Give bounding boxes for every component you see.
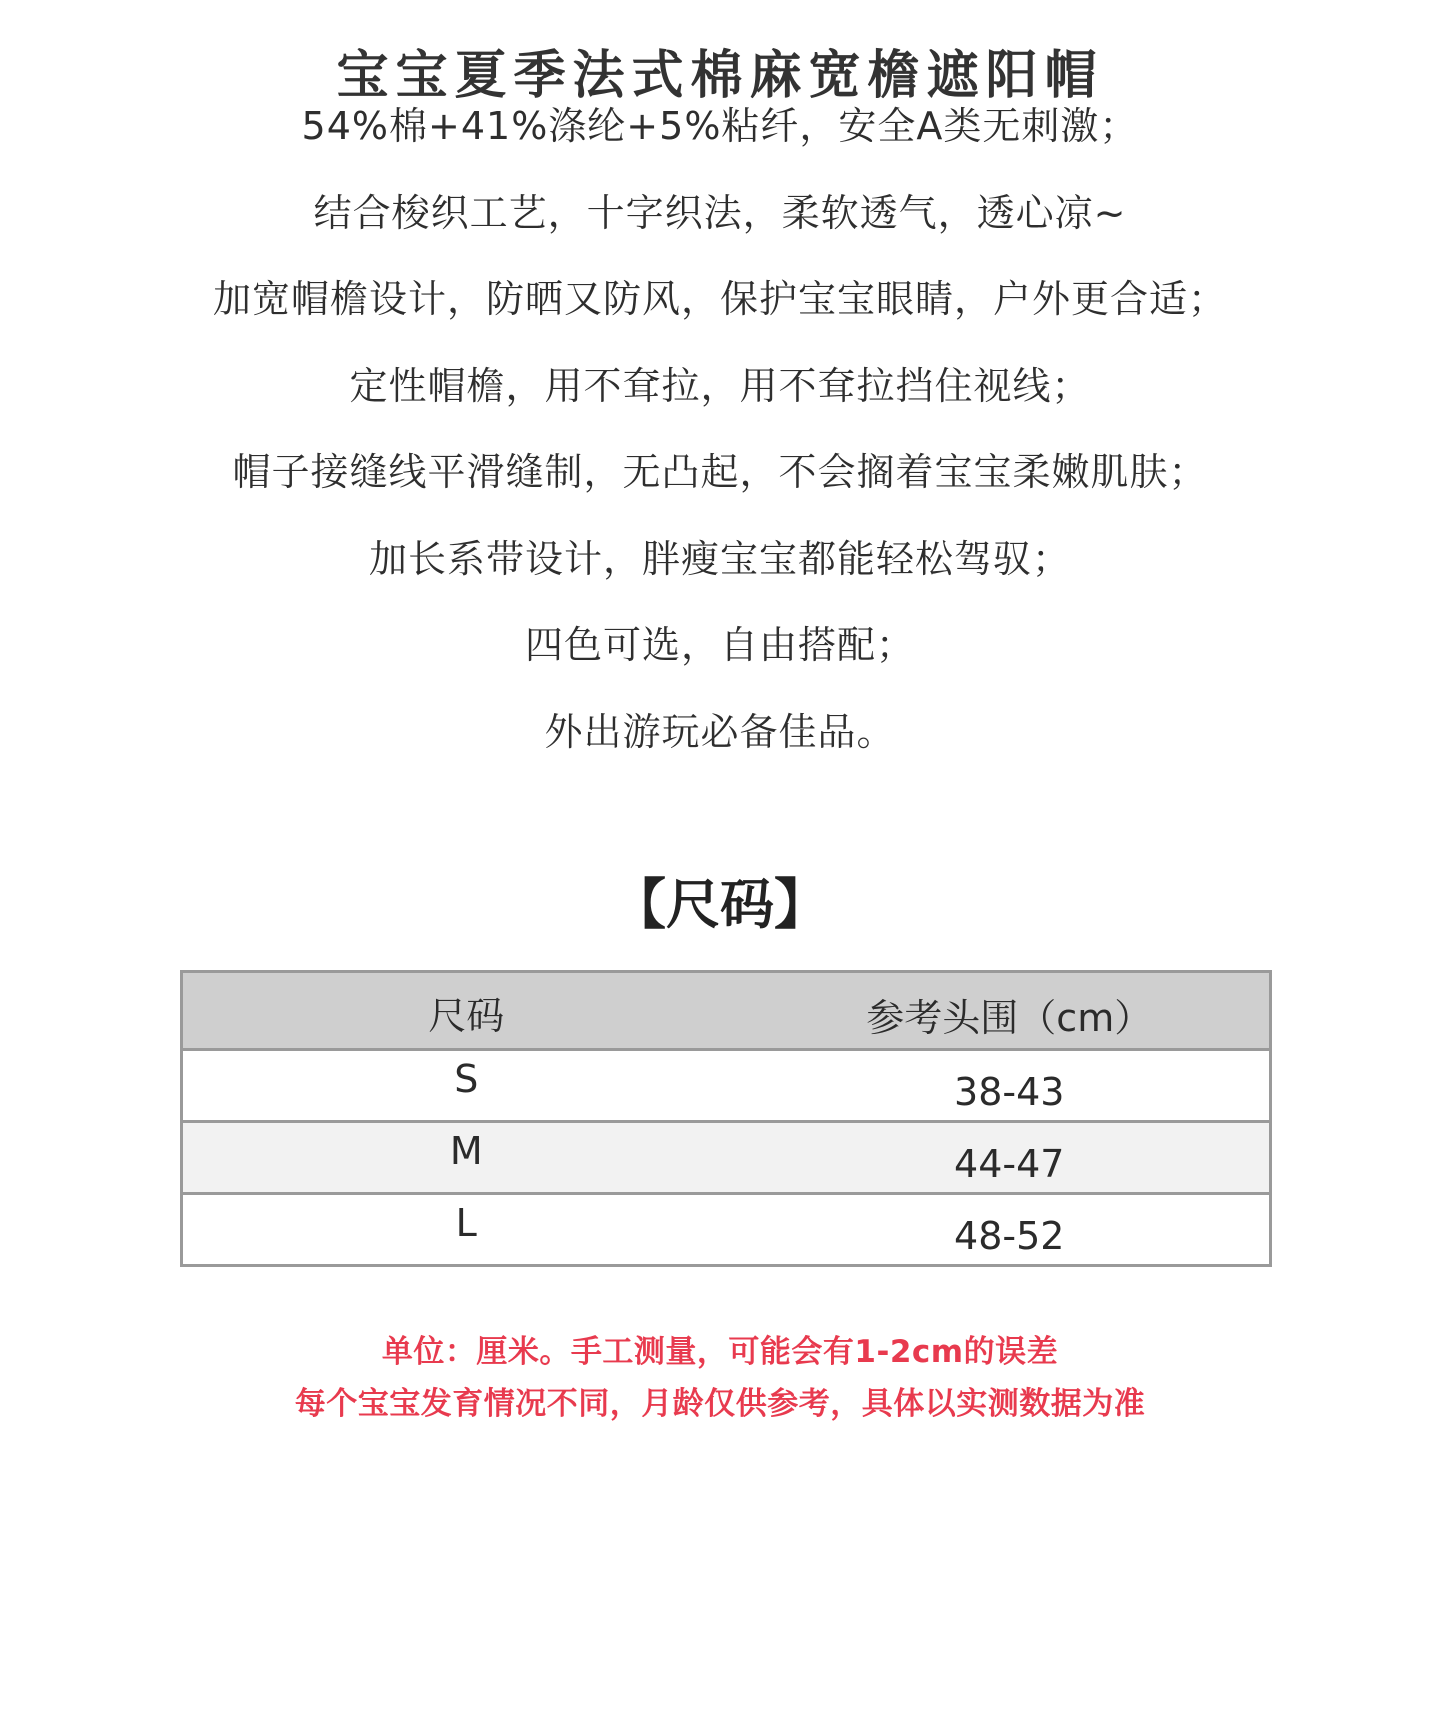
table-header-row [182,972,1271,1050]
size-section-heading: 【尺码】 [612,873,828,936]
head-circumference-cell: 38-43 [750,1050,1271,1122]
feature-item: 四色可选，自由搭配； [524,623,915,667]
feature-item: 结合梭织工艺，十字织法，柔软透气，透心凉~ [313,190,1127,235]
feature-item: 定性帽檐，用不耷拉，用不耷拉挡住视线； [349,363,1091,408]
size-cell: S [182,1050,750,1122]
feature-item: 加宽帽檐设计，防晒又防风，保护宝宝眼睛，户外更合适； [212,277,1227,321]
size-cell: M [182,1122,750,1194]
feature-list [0,100,1440,792]
table-row [182,1194,1271,1266]
product-title: 宝宝夏季法式棉麻宽檐遮阳帽 [336,45,1104,106]
table-row [182,1050,1271,1122]
feature-item: 外出游玩必备佳品。 [544,709,896,754]
note-unit-error: 单位：厘米。手工测量，可能会有1-2cm的误差 [381,1334,1059,1370]
size-cell: L [182,1194,750,1266]
feature-item: 帽子接缝线平滑缝制，无凸起，不会搁着宝宝柔嫩肌肤； [232,450,1208,494]
column-header-size: 尺码 [182,972,750,1050]
feature-item: 54%棉+41%涤纶+5%粘纤，安全A类无刺激； [301,104,1139,148]
note-age-reference: 每个宝宝发育情况不同，月龄仅供参考，具体以实测数据为准 [294,1386,1146,1422]
head-circumference-cell: 48-52 [750,1194,1271,1266]
head-circumference-cell: 44-47 [750,1122,1271,1194]
size-table [180,970,1272,1267]
measurement-notes [0,1326,1440,1430]
column-header-head-circumference: 参考头围（cm） [750,972,1271,1050]
table-row [182,1122,1271,1194]
feature-item: 加长系带设计，胖瘦宝宝都能轻松驾驭； [368,536,1071,581]
